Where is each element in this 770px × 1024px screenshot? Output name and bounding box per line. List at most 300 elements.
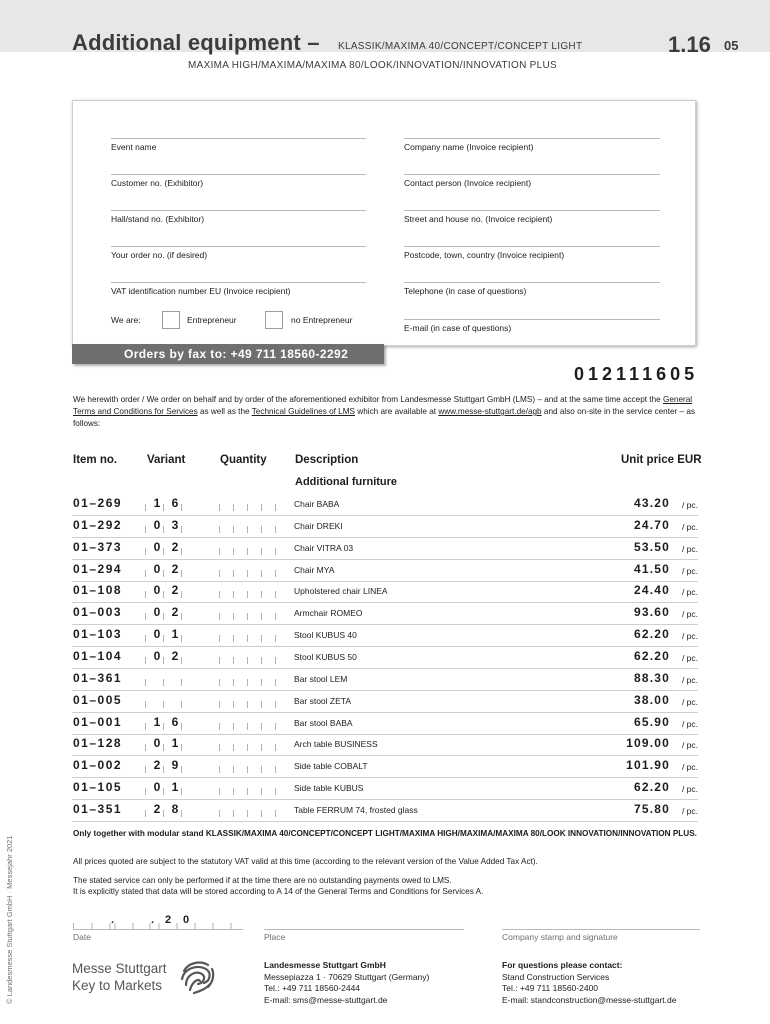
quantity-input[interactable] (219, 583, 275, 598)
tick (247, 548, 248, 555)
unit-label: / pc. (681, 784, 698, 795)
variant-input[interactable] (145, 540, 185, 555)
tick (275, 723, 276, 730)
models-line-1: KLASSIK/MAXIMA 40/CONCEPT/CONCEPT LIGHT (338, 41, 583, 52)
tick (275, 591, 276, 598)
tick (145, 526, 146, 533)
questions-email[interactable]: E-mail: standconstruction@messe-stuttgart.de (502, 994, 677, 1005)
tick (219, 657, 220, 664)
variant-input[interactable] (145, 562, 185, 577)
tick (145, 657, 146, 664)
quantity-input[interactable] (219, 649, 275, 664)
tick (275, 766, 276, 773)
tick (261, 810, 262, 817)
quantity-input[interactable] (219, 736, 275, 751)
tick (219, 679, 220, 686)
tick (261, 504, 262, 511)
tick (261, 548, 262, 555)
guidelines-link[interactable]: Technical Guidelines of LMS (251, 407, 356, 416)
table-row (72, 560, 698, 582)
item-number: 01–128 (73, 736, 123, 751)
tick (219, 766, 220, 773)
tick (219, 548, 220, 555)
unit-price: 38.00 (633, 692, 670, 707)
unit-price: 43.20 (633, 496, 670, 510)
item-number: 01–361 (73, 670, 123, 685)
stamp-label: Company stamp and signature (502, 932, 618, 942)
tick (181, 701, 182, 708)
copyright-vertical: © Landesmesse Stuttgart GmbH · Messejahr 2021 (5, 835, 14, 1004)
table-row (72, 494, 698, 516)
item-number: 01–351 (73, 801, 123, 816)
questions-tel: Tel.: +49 711 18560-2400 (502, 983, 599, 993)
tick (145, 723, 146, 730)
variant-digit: 0 (153, 517, 161, 532)
variant-digit: 2 (171, 561, 179, 576)
tick (181, 548, 182, 555)
unit-label: / pc. (681, 609, 698, 620)
table-row (72, 581, 698, 603)
item-number: 01–103 (73, 627, 123, 642)
street-field[interactable] (404, 210, 660, 224)
variant-digit: 1 (153, 496, 161, 510)
row-divider (72, 821, 698, 822)
item-description: Upholstered chair LINEA (294, 586, 388, 597)
item-description: Arch table BUSINESS (294, 739, 378, 750)
footer-email[interactable]: E-mail: sms@messe-stuttgart.de (264, 994, 388, 1005)
quantity-input[interactable] (219, 802, 275, 817)
entrepreneur-checkbox[interactable] (162, 311, 180, 329)
quantity-input[interactable] (219, 562, 275, 577)
tick (233, 657, 234, 664)
tick (275, 613, 276, 620)
payment-note: The stated service can only be performed if at the time there are no outstanding payments owed to LMS. (73, 876, 452, 885)
fax-bar (72, 344, 384, 364)
item-description: Stool KUBUS 50 (294, 651, 357, 662)
company-name-field[interactable] (404, 138, 660, 152)
tick (275, 657, 276, 664)
table-row (72, 713, 698, 735)
unit-label: / pc. (681, 652, 698, 663)
tick (261, 788, 262, 795)
no-entrepreneur-checkbox[interactable] (265, 311, 283, 329)
tick (145, 635, 146, 642)
variant-input[interactable] (145, 693, 185, 708)
tick (247, 635, 248, 642)
unit-label: / pc. (681, 718, 698, 729)
place-field[interactable] (264, 929, 464, 942)
item-description: Bar stool ZETA (294, 695, 351, 706)
tick (219, 591, 220, 598)
table-row (72, 756, 698, 778)
variant-input[interactable] (145, 671, 185, 686)
tick (163, 701, 164, 708)
footer-company (264, 960, 429, 1006)
quantity-input[interactable] (219, 540, 275, 555)
order-no-field[interactable] (111, 246, 366, 260)
item-description: Chair BABA (294, 499, 340, 509)
tick (247, 701, 248, 708)
variant-digit: 2 (153, 801, 161, 816)
tick (219, 723, 220, 730)
tick (261, 570, 262, 577)
data-note: It is explicitly stated that data will be stored according to A 14 of the General Terms and Conditions for Services A. (73, 887, 484, 896)
variant-input[interactable] (145, 802, 185, 817)
variant-digit: 2 (171, 605, 179, 620)
tick (247, 504, 248, 511)
tick (275, 526, 276, 533)
tick (233, 723, 234, 730)
tick (163, 723, 164, 730)
tick (163, 570, 164, 577)
item-number: 01–269 (73, 496, 123, 510)
tick (145, 744, 146, 751)
tick (233, 504, 234, 511)
tick (145, 570, 146, 577)
tick (233, 548, 234, 555)
contact-person-field[interactable] (404, 174, 660, 188)
variant-input[interactable] (145, 496, 185, 511)
page-title: Additional equipment – (72, 30, 320, 55)
telephone-field[interactable] (404, 282, 660, 296)
tick (219, 635, 220, 642)
item-number: 01–003 (73, 605, 123, 620)
tick (247, 570, 248, 577)
variant-digit: 9 (171, 758, 179, 773)
field-label: Hall/stand no. (Exhibitor) (111, 214, 205, 224)
tick (233, 591, 234, 598)
table-row (72, 516, 698, 538)
tick (275, 635, 276, 642)
tick (261, 679, 262, 686)
intro-text (73, 394, 703, 430)
unit-label: / pc. (681, 674, 698, 685)
tick (275, 701, 276, 708)
table-row (72, 778, 698, 800)
variant-digit: 1 (153, 714, 161, 729)
tick (163, 526, 164, 533)
tick (247, 810, 248, 817)
tick (145, 788, 146, 795)
table-row (72, 800, 698, 822)
tick (247, 723, 248, 730)
quantity-input[interactable] (219, 605, 275, 620)
tick (275, 570, 276, 577)
tick (219, 701, 220, 708)
variant-digit: 1 (171, 627, 179, 642)
unit-price: 109.00 (626, 736, 670, 751)
tick (181, 723, 182, 730)
quantity-input[interactable] (219, 693, 275, 708)
item-description: Table FERRUM 74, frosted glass (294, 804, 418, 815)
item-description: Side table COBALT (294, 761, 368, 772)
date-separator: . (151, 914, 155, 926)
tick (275, 679, 276, 686)
tick (219, 613, 220, 620)
tick (181, 635, 182, 642)
event-name-field[interactable] (111, 138, 366, 152)
questions-dept: Stand Construction Services (502, 971, 610, 982)
unit-price: 101.90 (626, 758, 670, 773)
entrepreneur-label: Entrepreneur (187, 315, 237, 325)
date-year-digit: 2 (165, 914, 172, 926)
tick (275, 504, 276, 511)
table-row (72, 538, 698, 560)
tick (275, 744, 276, 751)
table-row (72, 734, 698, 756)
tick (275, 548, 276, 555)
tick (247, 657, 248, 664)
stamp-signature-field[interactable] (502, 929, 700, 942)
unit-label: / pc. (681, 521, 698, 532)
vat-id-field[interactable] (111, 282, 366, 296)
variant-input[interactable] (145, 758, 185, 773)
quantity-input[interactable] (219, 671, 275, 686)
field-label: Telephone (in case of questions) (404, 286, 527, 296)
tick (219, 744, 220, 751)
unit-price: 24.70 (633, 517, 670, 532)
postcode-field[interactable] (404, 246, 660, 260)
variant-input[interactable] (145, 518, 185, 533)
unit-price: 93.60 (633, 605, 670, 620)
tick (163, 657, 164, 664)
unit-price: 53.50 (633, 539, 670, 554)
tick (247, 744, 248, 751)
tick (181, 679, 182, 686)
unit-price: 62.20 (633, 648, 670, 663)
col-price-header: Unit price EUR (621, 454, 702, 466)
quantity-input[interactable] (219, 627, 275, 642)
tick (233, 701, 234, 708)
quantity-input[interactable] (219, 715, 275, 730)
tick (181, 810, 182, 817)
tick (219, 570, 220, 577)
tick (181, 526, 182, 533)
table-row (72, 669, 698, 691)
item-description: Stool KUBUS 40 (294, 630, 357, 641)
tick (145, 766, 146, 773)
order-code: 012111605 (574, 364, 699, 384)
field-label: VAT identification number EU (Invoice recipient) (111, 286, 291, 296)
item-number: 01–292 (73, 517, 123, 532)
tick (233, 613, 234, 620)
tick (163, 788, 164, 795)
tick (145, 504, 146, 511)
messe-fingerprint-logo-icon (178, 957, 218, 997)
variant-input[interactable] (145, 780, 185, 795)
tick (233, 810, 234, 817)
variant-input[interactable] (145, 715, 185, 730)
tick (247, 613, 248, 620)
variant-digit: 3 (171, 517, 179, 532)
date-year-digit: 0 (183, 914, 190, 926)
variant-input[interactable] (145, 627, 185, 642)
unit-price: 65.90 (633, 714, 670, 729)
variant-digit: 2 (171, 583, 179, 598)
tick (247, 679, 248, 686)
tick (181, 570, 182, 577)
quantity-input[interactable] (219, 496, 275, 511)
tick (261, 766, 262, 773)
table-row (72, 691, 698, 713)
tick (247, 766, 248, 773)
item-description: Chair VITRA 03 (294, 542, 354, 553)
footer-company-name: Landesmesse Stuttgart GmbH (264, 960, 386, 970)
item-description: Armchair ROMEO (294, 608, 363, 619)
unit-label: / pc. (681, 762, 698, 773)
fax-text: Orders by fax to: +49 711 18560-2292 (124, 347, 349, 361)
date-separator: . (111, 914, 115, 926)
footer-address: Messepiazza 1 · 70629 Stuttgart (Germany) (264, 971, 430, 982)
field-label: Your order no. (if desired) (111, 250, 208, 260)
tick (145, 679, 146, 686)
quantity-input[interactable] (219, 758, 275, 773)
form-sub-number: 05 (724, 38, 739, 53)
unit-label: / pc. (681, 543, 698, 554)
tick (163, 766, 164, 773)
logo-text (72, 960, 167, 994)
tick (163, 613, 164, 620)
field-label: E-mail (in case of questions) (404, 323, 512, 333)
unit-label: / pc. (681, 631, 698, 642)
unit-label: / pc. (681, 740, 698, 751)
item-description: Side table KUBUS (294, 783, 364, 794)
variant-digit: 6 (171, 714, 179, 729)
tick (145, 701, 146, 708)
tick (219, 526, 220, 533)
item-number: 01–373 (73, 539, 123, 554)
hall-stand-field[interactable] (111, 210, 366, 224)
field-label: Contact person (Invoice recipient) (404, 178, 532, 188)
tick (247, 591, 248, 598)
date-label: Date (73, 929, 243, 942)
footer-tel: Tel.: +49 711 18560-2444 (264, 983, 361, 993)
tick (233, 526, 234, 533)
tick (181, 591, 182, 598)
section-heading: Additional furniture (295, 476, 398, 488)
variant-digit: 2 (171, 539, 179, 554)
tick (219, 788, 220, 795)
tick (247, 526, 248, 533)
tick (233, 679, 234, 686)
col-quantity-header: Quantity (220, 454, 267, 466)
tick (233, 570, 234, 577)
unit-label: / pc. (681, 500, 698, 510)
customer-no-field[interactable] (111, 174, 366, 188)
logo-line-2: Key to Markets (72, 978, 163, 993)
variant-input[interactable] (145, 736, 185, 751)
tick (145, 613, 146, 620)
item-description: Chair DREKI (294, 520, 343, 531)
variant-digit: 0 (153, 736, 161, 751)
col-description-header: Description (295, 454, 359, 466)
tick (163, 679, 164, 686)
tick (181, 766, 182, 773)
quantity-input[interactable] (219, 780, 275, 795)
tick (219, 504, 220, 511)
tick (163, 635, 164, 642)
item-number: 01–001 (73, 714, 123, 729)
terms-link[interactable]: General Terms and Conditions for Services (73, 395, 693, 416)
place-label: Place (264, 932, 286, 942)
item-number: 01–002 (73, 758, 123, 773)
field-label: Company name (Invoice recipient) (404, 142, 534, 152)
variant-digit: 0 (153, 561, 161, 576)
tick (233, 788, 234, 795)
date-ticks (73, 914, 243, 930)
tick (181, 657, 182, 664)
tick (163, 591, 164, 598)
tick (163, 548, 164, 555)
tick (163, 504, 164, 511)
tick (233, 766, 234, 773)
variant-digit: 2 (171, 648, 179, 663)
unit-label: / pc. (681, 565, 698, 576)
no-entrepreneur-label: no Entrepreneur (291, 315, 353, 325)
col-variant-header: Variant (147, 454, 186, 466)
item-number: 01–105 (73, 780, 123, 795)
variant-input[interactable] (145, 649, 185, 664)
tick (233, 635, 234, 642)
variant-digit: 0 (153, 605, 161, 620)
item-number: 01–294 (73, 561, 123, 576)
we-are-label: We are: (111, 315, 141, 325)
item-number: 01–104 (73, 648, 123, 663)
table-row (72, 603, 698, 625)
unit-label: / pc. (681, 696, 698, 707)
tick (181, 504, 182, 511)
unit-price: 75.80 (633, 801, 670, 816)
variant-digit: 0 (153, 583, 161, 598)
unit-price: 24.40 (633, 583, 670, 598)
tick (261, 613, 262, 620)
intro-part: We herewith order / We order on behalf and by order of the aforementioned exhibitor from Landesmesse Stuttgart GmbH (LMS) – and at the same time accept the (73, 395, 663, 404)
variant-digit: 1 (171, 780, 179, 795)
variant-digit: 2 (153, 758, 161, 773)
intro-part: and also on-site in the service center – as follows: (73, 407, 695, 428)
item-number: 01–108 (73, 583, 123, 598)
variant-input[interactable] (145, 583, 185, 598)
date-input[interactable] (73, 914, 243, 930)
unit-price: 88.30 (633, 670, 670, 685)
item-description: Bar stool LEM (294, 673, 348, 684)
tick (145, 591, 146, 598)
unit-label: / pc. (681, 805, 698, 816)
field-label: Customer no. (Exhibitor) (111, 178, 204, 188)
tick (163, 744, 164, 751)
variant-digit: 1 (171, 736, 179, 751)
intro-part: which are available at (355, 407, 439, 416)
tick (181, 613, 182, 620)
col-item-header: Item no. (73, 454, 118, 466)
tick (275, 788, 276, 795)
table-row (72, 625, 698, 647)
unit-price: 62.20 (633, 780, 670, 795)
variant-digit: 0 (153, 780, 161, 795)
agb-link[interactable]: www.messe-stuttgart.de/agb (438, 407, 542, 416)
tick (247, 788, 248, 795)
tick (261, 744, 262, 751)
form-number: 1.16 (668, 32, 711, 57)
email-field[interactable] (404, 319, 660, 333)
item-number: 01–005 (73, 692, 123, 707)
tick (261, 701, 262, 708)
tick (261, 526, 262, 533)
logo-line-1: Messe Stuttgart (72, 961, 167, 976)
tick (261, 635, 262, 642)
variant-input[interactable] (145, 605, 185, 620)
quantity-input[interactable] (219, 518, 275, 533)
